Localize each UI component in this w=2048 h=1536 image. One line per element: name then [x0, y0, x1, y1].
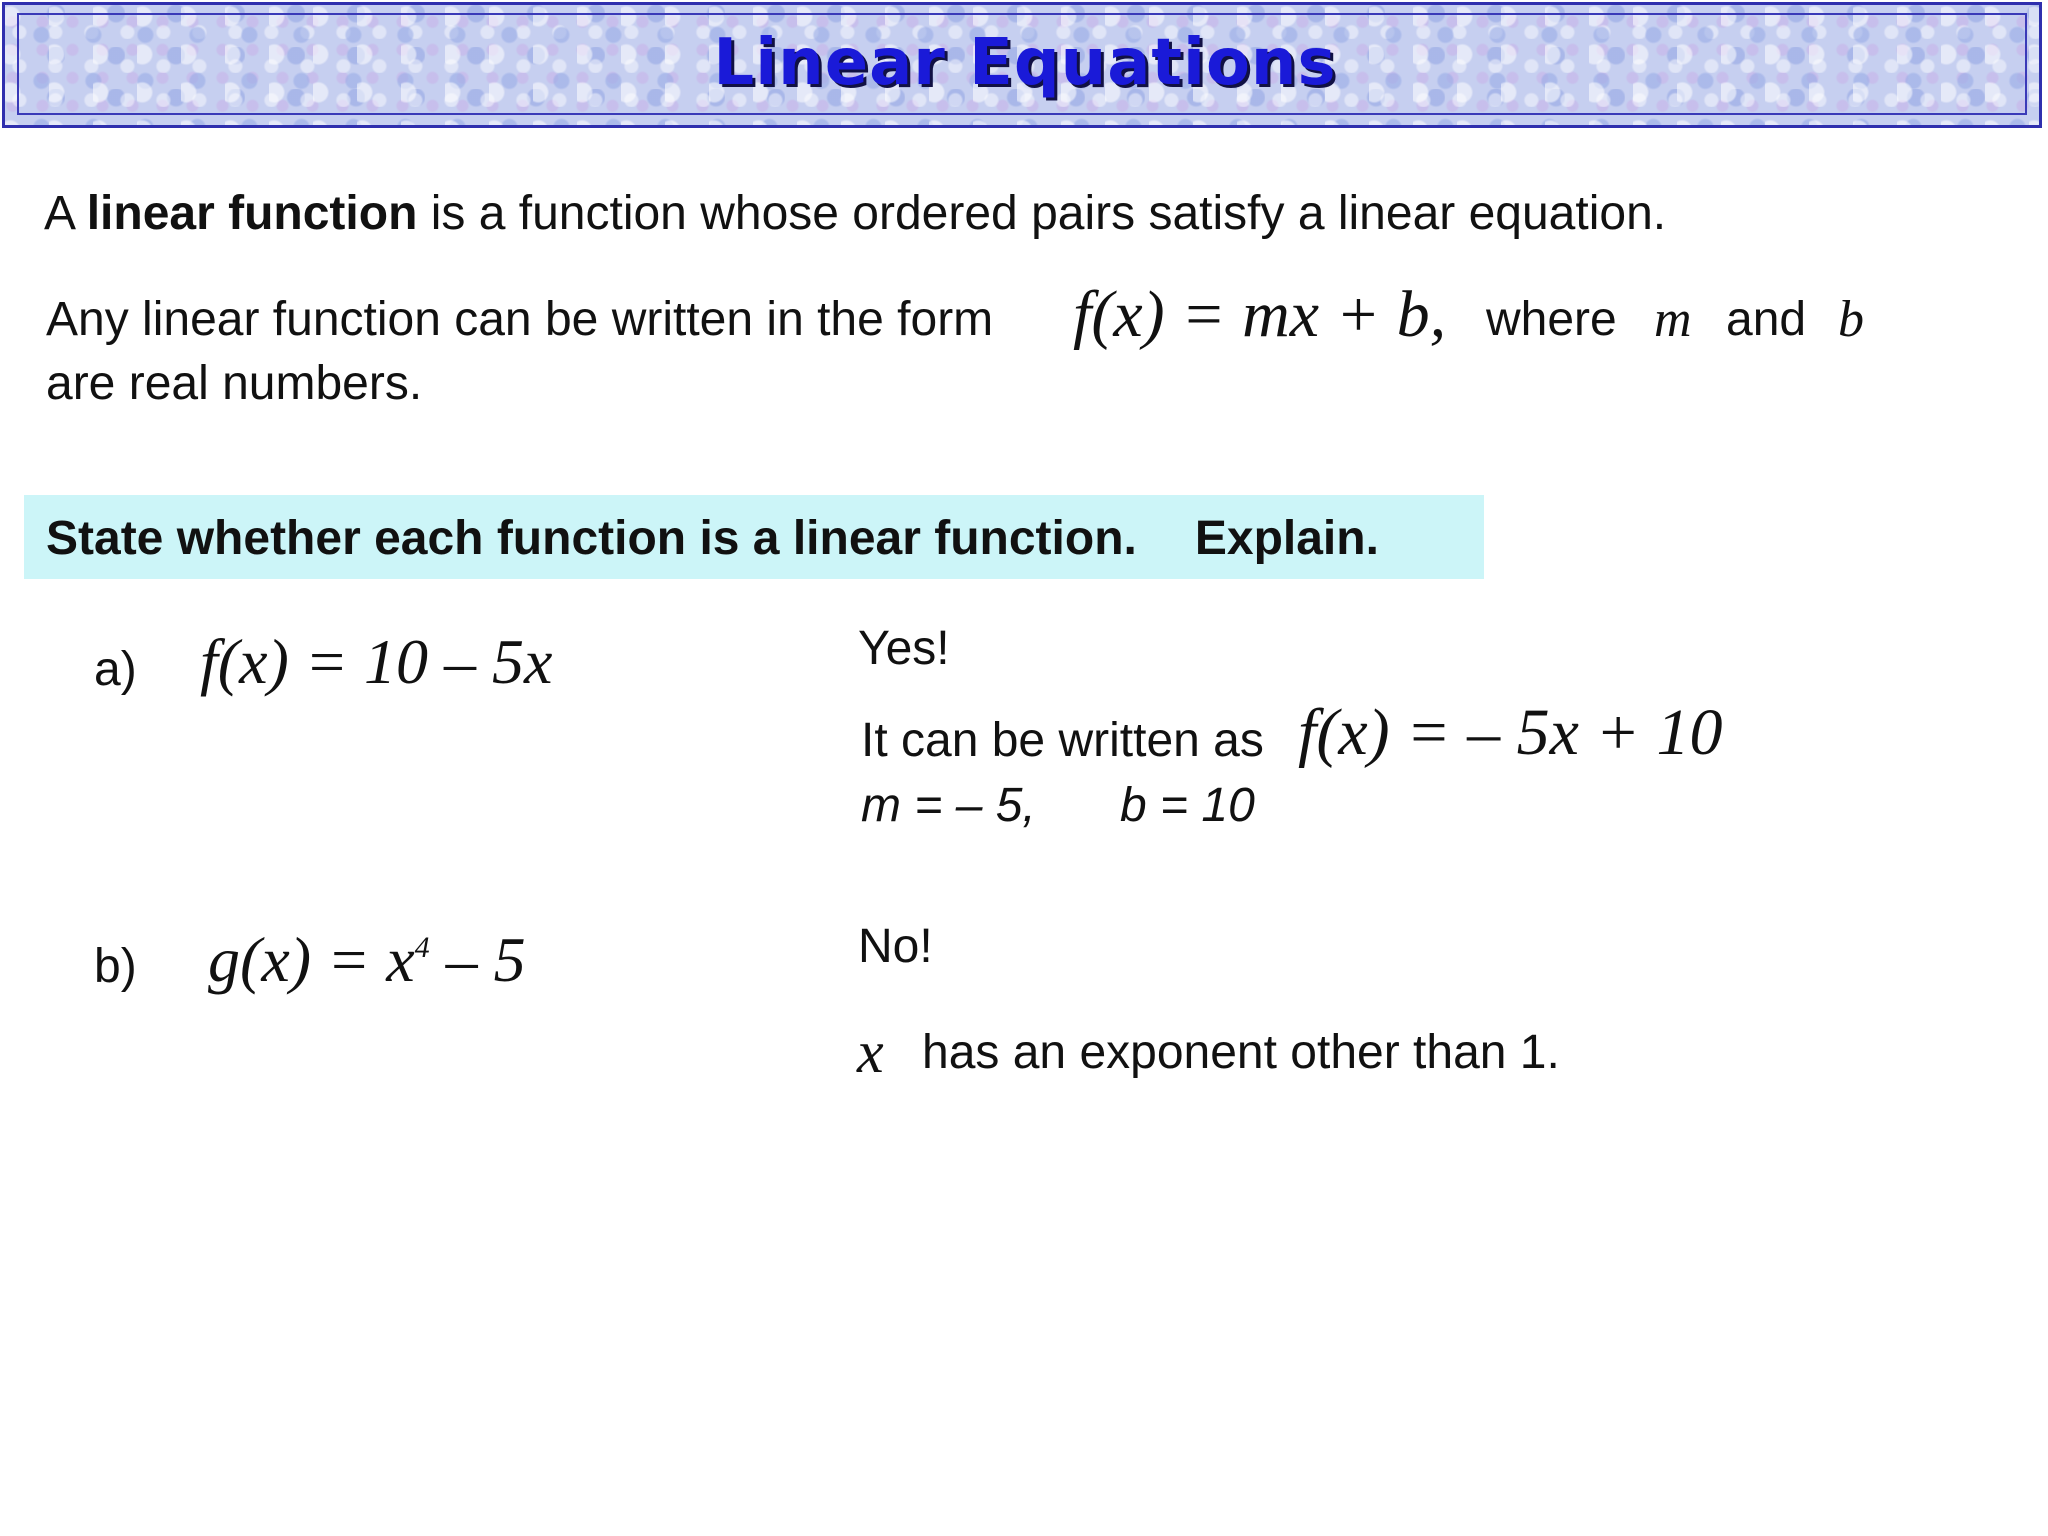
definition-term: linear function [86, 187, 418, 240]
general-form-formula: f(x) = mx + b, [1073, 278, 1447, 351]
problem-b-answer: No! [858, 920, 933, 973]
problem-b-exponent: 4 [414, 931, 430, 964]
problem-b-reason: has an exponent other than 1. [922, 1026, 1560, 1079]
problem-a-label: a) [94, 643, 137, 696]
prompt-main: State whether each function is a linear function. [46, 512, 1137, 565]
form-sentence-text: Any linear function can be written in the form [46, 293, 994, 346]
prompt-callout [24, 495, 1484, 579]
variable-m: m [1654, 291, 1692, 348]
problem-a-rewritten-formula: f(x) = – 5x + 10 [1298, 696, 1723, 769]
problem-b-equation-main: g(x) = x [208, 924, 415, 995]
problem-b-equation [208, 924, 526, 995]
problem-b-label: b) [94, 940, 137, 993]
definition-prefix: A [44, 187, 87, 240]
problem-a-b-value: b = 10 [1120, 779, 1255, 832]
problem-a-equation: f(x) = 10 – 5x [200, 626, 553, 697]
prompt-text [46, 512, 1379, 565]
form-sentence-line2: are real numbers. [46, 357, 423, 410]
definition-sentence [44, 187, 1667, 240]
slide-title: Linear Equations [713, 26, 1337, 100]
and-word: and [1726, 293, 1807, 346]
prompt-explain: Explain. [1194, 512, 1379, 565]
definition-rest: is a function whose ordered pairs satisfy a linear equation. [417, 187, 1667, 240]
variable-b: b [1838, 291, 1864, 348]
problem-a-m-value: m = – 5, [861, 779, 1036, 832]
problem-b-variable-x: x [857, 1019, 884, 1085]
title-banner [2, 2, 2042, 128]
problem-b-equation-tail: – 5 [429, 924, 526, 995]
problem-a-explanation: It can be written as [861, 714, 1264, 767]
problem-a-answer: Yes! [858, 622, 950, 675]
where-word: where [1486, 293, 1617, 346]
